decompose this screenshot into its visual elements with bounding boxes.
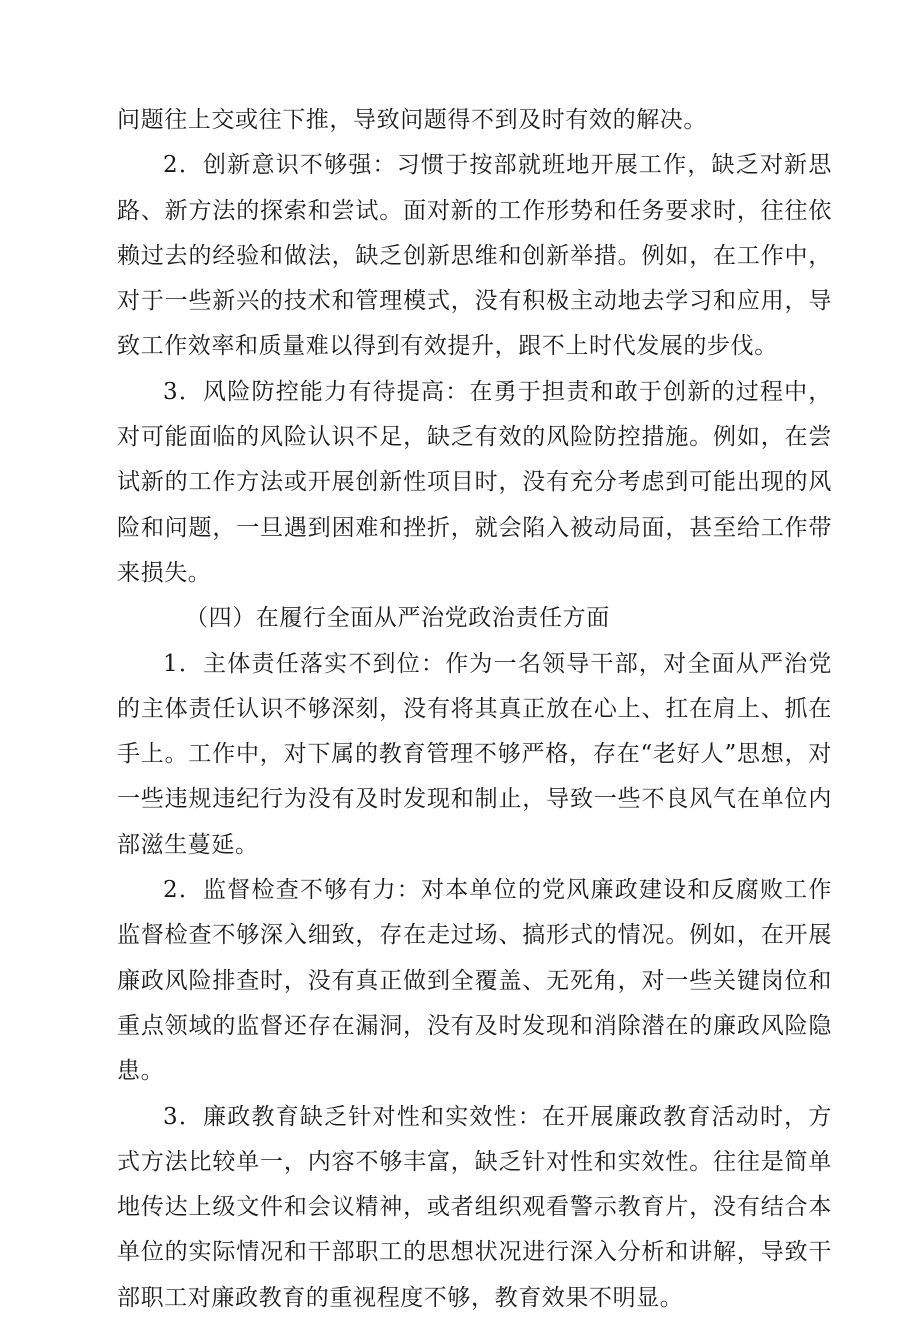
section-heading-4: （四）在履行全面从严治党政治责任方面 xyxy=(185,605,610,632)
document-body xyxy=(117,98,832,1321)
paragraph-main-responsibility: 1．主体责任落实不到位：作为一名领导干部，对全面从严治党的主体责任认识不够深刻，没有将其真正放在心上、扛在肩上、抓在手上。工作中，对下属的教育管理不够严格，存在“老好人”思想，对一些违规违纪行为没有及时发现和制止，导致一些不良风气在单位内部滋生蔓延。 xyxy=(117,650,832,858)
paragraph-continuation: 问题往上交或往下推，导致问题得不到及时有效的解决。 xyxy=(117,107,707,133)
paragraph-integrity-education: 3．廉政教育缺乏针对性和实效性：在开展廉政教育活动时，方式方法比较单一，内容不够丰富，缺乏针对性和实效性。往往是简单地传达上级文件和会议精神，或者组织观看警示教育片，没有结合本单位的实际情况和干部职工的思想状况进行深入分析和讲解，导致干部职工对廉政教育的重视程度不够，教育效果不明显。 xyxy=(117,1103,832,1311)
paragraph-innovation-awareness: 2．创新意识不够强：习惯于按部就班地开展工作，缺乏对新思路、新方法的探索和尝试。面对新的工作形势和任务要求时，往往依赖过去的经验和做法，缺乏创新思维和创新举措。例如，在工作中，对于一些新兴的技术和管理模式，没有积极主动地去学习和应用，导致工作效率和质量难以得到有效提升，跟不上时代发展的步伐。 xyxy=(117,152,832,360)
paragraph-supervision: 2．监督检查不够有力：对本单位的党风廉政建设和反腐败工作监督检查不够深入细致，存在走过场、搞形式的情况。例如，在开展廉政风险排查时，没有真正做到全覆盖、无死角，对一些关键岗位和重点领域的监督还存在漏洞，没有及时发现和消除潜在的廉政风险隐患。 xyxy=(117,877,832,1085)
paragraph-risk-control: 3．风险防控能力有待提高：在勇于担责和敢于创新的过程中，对可能面临的风险认识不足，缺乏有效的风险防控措施。例如，在尝试新的工作方法或开展创新性项目时，没有充分考虑到可能出现的风险和问题，一旦遇到困难和挫折，就会陷入被动局面，甚至给工作带来损失。 xyxy=(117,378,832,586)
